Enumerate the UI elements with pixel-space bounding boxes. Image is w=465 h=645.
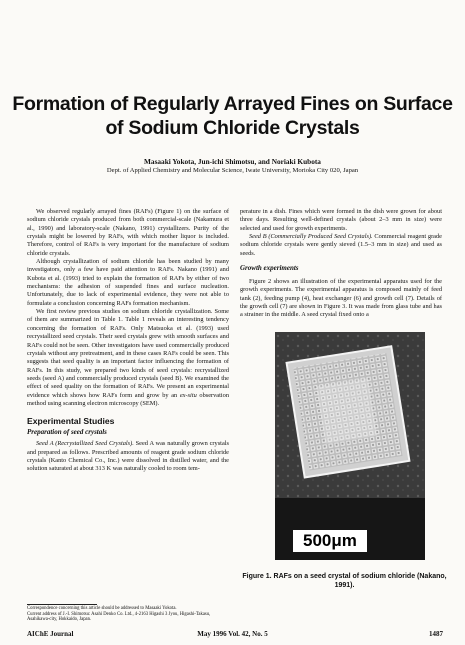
- scale-bar-label: 500μm: [293, 530, 367, 552]
- footer-issue: May 1996 Vol. 42, No. 5: [197, 630, 268, 638]
- footnote-rule: [27, 604, 97, 605]
- paragraph-intro-3: [27, 308, 229, 408]
- authors: Masaaki Yokota, Jun-ichi Shimotsu, and Noriaki Kubota: [144, 157, 321, 166]
- paragraph-growth: Figure 2 shows an illustration of the experimental apparatus used for the growth experiments. The experimental apparatus is composed mainly of feed tank (2), feeding pump (4), heat exchanger (6) and growth cell (7). Details of the growth cell (7) are shown in Figure 3. It was made from glass tube and has a strainer in the middle. A seed crystal fixed onto a: [240, 278, 442, 319]
- section-heading-experimental: Experimental Studies: [27, 416, 115, 427]
- seed-b-runin: Seed B (Commercially Produced Seed Crystals).: [249, 233, 373, 241]
- crystal-micrograph-illustration: [275, 332, 425, 560]
- seed-a-text: Seed A was naturally grown crystals and prepared as follows. Prescribed amounts of reagent grade sodium chloride crystals (Kanto Chemical Co., Inc.) were dissolved in distilled water, and the solution saturated at about 313 K was naturally cooled to room tem-: [27, 440, 229, 473]
- paragraph-continued: perature in a dish. Fines which were formed in the dish were grown for about three days. Resulting well-defined crystals (about 2–3 mm in size) were selected and used for growth experiments.: [240, 208, 442, 232]
- right-column: [240, 208, 442, 320]
- footnote-address: Current address of J.-I. Shimotsu: Asahi Denko Co. Ltd., 4-2163 Higashi 3 Jyou, Higashi-Takasu, Asahikawa-city, Hokkaido, Japan.: [27, 611, 211, 623]
- footer-journal: AIChE Journal: [27, 630, 74, 638]
- left-column: [27, 208, 229, 474]
- seed-b-text: Commercial reagent grade sodium chloride crystals were gently sieved (1.5–3 mm in size) and used as seeds.: [240, 233, 442, 257]
- figure-1-micrograph: [275, 332, 425, 560]
- affiliation: Dept. of Applied Chemistry and Molecular Science, Iwate University, Morioka City 020, Japan: [106, 167, 359, 174]
- footer-page-number: 1487: [429, 630, 443, 638]
- paragraph-seed-a: [27, 440, 229, 473]
- subsection-heading-preparation: Preparation of seed crystals: [27, 428, 107, 437]
- paragraph-intro-3-text: We first review previous studies on sodium chloride crystallization. Some of them are summarized in Table 1. Table 1 reveals an interesting tendency concerning the formation of RAFs. Only Matsuoka et al. (1993) used recrystallized seed crystals. Their seed crystals grew with smooth surfaces and RAFs could not be seen. Other investigators have used commercially produced crystals without any pretreatment, and in these cases RAFs could be seen. This suggests that seed quality is an important factor influencing the formation of RAFs. In this study, we prepared two kinds of seed crystals: recrystallized seeds (seed A) and commercially produced crystals (seed B). We examined the effect of seed quality on the formation of RAFs. We present an experimental evidence which shows how RAFs form and grow by an: [27, 308, 229, 399]
- title-line-2: of Sodium Chloride Crystals: [105, 117, 360, 139]
- title-line-1: Formation of Regularly Arrayed Fines on Surface: [12, 93, 453, 115]
- paragraph-intro-1: We observed regularly arrayed fines (RAFs) (Figure 1) on the surface of sodium chloride crystals produced from both commercial-scale (Nakamura et al., 1990) and laboratory-scale (Nakano, 1991) crystallizers. Purity of the crystals might be lowered by RAFs, with which mother liquor is included. Therefore, control of RAFs is very important for the manufacture of sodium chloride crystals.: [27, 208, 229, 257]
- figure-1-caption: Figure 1. RAFs on a seed crystal of sodium chloride (Nakano, 1991).: [242, 573, 447, 589]
- paragraph-intro-3-end: observation method using scanning electron microscopy (SEM).: [27, 391, 229, 407]
- footnote-correspondence: Correspondence concerning this article should be addressed to Masaaki Yokota.: [27, 606, 177, 611]
- paragraph-intro-2: Although crystallization of sodium chloride has been studied by many investigators, only a few have paid attention to RAFs. Nakano (1991) and Kubota et al. (1993) tried to explain the formation of RAFs by either of two mechanisms: the adhesion of suspended fines and surface nucleation. Unfortunately, due to lack of experimental evidence, they were not able to formulate a conclusion concerning RAFs formation mechanism.: [27, 258, 229, 307]
- seed-a-runin: Seed A (Recrystallized Seed Crystals).: [36, 440, 134, 448]
- footnote: [27, 606, 229, 623]
- subsection-heading-growth: Growth experiments: [240, 264, 299, 273]
- article-title: [0, 92, 465, 140]
- ex-situ-term: ex-situ: [179, 391, 197, 399]
- paragraph-seed-b: [240, 233, 442, 258]
